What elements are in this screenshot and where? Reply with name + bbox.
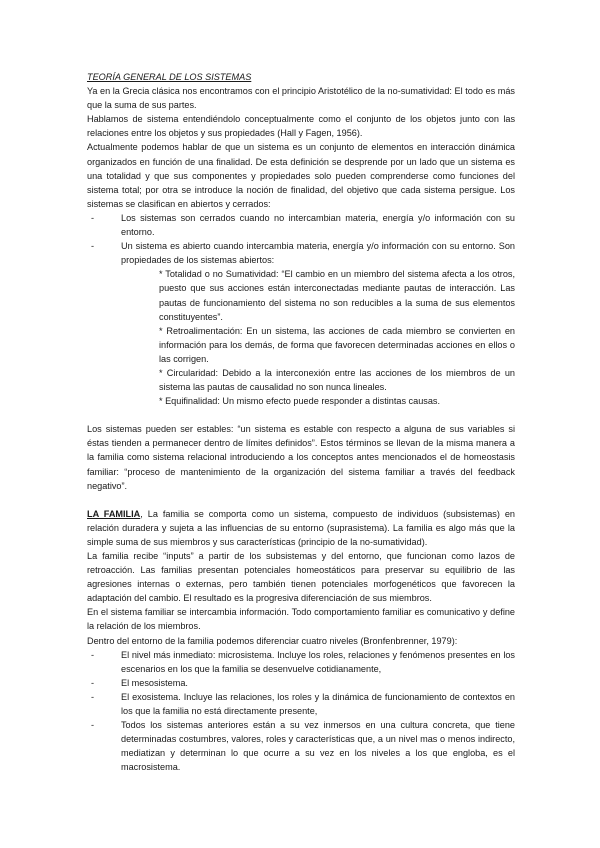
paragraph-inputs: La familia recibe “inputs” a partir de los subsistemas y del entorno, que funcionan como lazos de retroacción. Las familias presentan potenciales homeostáticos para preservar su equilibrio de las agresiones internas o externas, pero también tienen potenciales morfogenéticos que favorecen la adaptación del cambio. El resultado es la progresiva diferenciación de sus miembros. bbox=[87, 551, 515, 604]
property-equifinalidad: * Equifinalidad: Un mismo efecto puede responder a distintas causas. bbox=[159, 396, 441, 407]
list-item-text: Un sistema es abierto cuando intercambia materia, energía y/o información con su entorno. Son propiedades de los sistemas abiertos: bbox=[121, 241, 515, 266]
open-system-properties bbox=[159, 267, 515, 408]
paragraph-levels-intro: Dentro del entorno de la familia podemos diferenciar cuatro niveles (Bronfenbrenner, 1979): bbox=[87, 635, 458, 646]
document-page bbox=[87, 70, 515, 775]
property-totalidad: * Totalidad o no Sumatividad: “El cambio en un miembro del sistema afecta a los otros, puesto que sus acciones están interconectadas mediante pautas de interacción. Las pautas de funcionamiento del sistema no son reducibles a la suma de sus elementos constituyentes”. bbox=[159, 269, 515, 322]
spacer bbox=[87, 408, 515, 422]
property-circularidad: * Circularidad: Debido a la interconexión entre las acciones de los miembros de un sistema las pautas de causalidad no son nunca lineales. bbox=[159, 367, 515, 393]
list-item bbox=[87, 239, 515, 408]
paragraph-communication: En el sistema familiar se intercambia información. Todo comportamiento familiar es comunicativo y define la relación de los miembros. bbox=[87, 607, 515, 632]
familia-heading: LA FAMILIA bbox=[87, 508, 141, 519]
list-item: - Todos los sistemas anteriores están a su vez inmersos en una cultura concreta, que tiene determinadas costumbres, valores, roles y características que, a un nivel mas o menos indirecto, mediatizan y determinan lo que ocurre a su vez en los niveles a los que engloba, es el macrosistema. bbox=[87, 718, 515, 774]
paragraph-aristotle: Ya en la Grecia clásica nos encontramos con el principio Aristotélico de la no-sumatividad: El todo es más que la suma de sus partes. bbox=[87, 86, 515, 111]
list-item: - El nivel más inmediato: microsistema. Incluye los roles, relaciones y fenómenos presentes en los escenarios en los que la familia se desenvuelve cotidianamente, bbox=[87, 648, 515, 676]
list-item: - Los sistemas son cerrados cuando no intercambian materia, energía y/o información con su entorno. bbox=[87, 211, 515, 239]
list-item: - El mesosistema. bbox=[87, 676, 515, 690]
paragraph-system-definition: Hablamos de sistema entendiéndolo conceptualmente como el conjunto de los objetos junto con las relaciones entre los objetos y sus propiedades (Hall y Fagen, 1956). bbox=[87, 114, 515, 139]
system-types-list bbox=[87, 211, 515, 408]
paragraph-familia bbox=[87, 507, 515, 549]
list-item: - El exosistema. Incluye las relaciones, los roles y la dinámica de funcionamiento de contextos en los que la familia no está directamente presente, bbox=[87, 690, 515, 718]
paragraph-stability: Los sistemas pueden ser estables: “un sistema es estable con respecto a alguna de sus variables si éstas tienden a permanecer dentro de límites definidos”. Estos términos se llevan de la misma manera a la familia como sistema relacional introduciendo a los conceptos antes mencionados el de homeostasis familiar: “proceso de mantenimiento de la organización del sistema familiar a través del feedback negativo”. bbox=[87, 424, 515, 491]
familia-text: , La familia se comporta como un sistema, compuesto de individuos (subsistemas) en relación duradera y sujeta a las influencias de su entorno (suprasistema). La familia es algo más que la simple suma de sus miembros y sus características (principio de la no-sumatividad). bbox=[87, 508, 515, 547]
paragraph-system-interaction: Actualmente podemos hablar de que un sistema es un conjunto de elementos en interacción dinámica organizados en función de una finalidad. De esta definición se desprende por un lado que un sistema es una totalidad y que sus componentes y propiedades solo pueden comprenderse como funciones del sistema total; por otra se introduce la noción de finalidad, del objetivo que cada sistema persigue. Los sistemas se clasifican en abiertos y cerrados: bbox=[87, 142, 515, 209]
spacer bbox=[87, 493, 515, 507]
property-retroalimentacion: * Retroalimentación: En un sistema, las acciones de cada miembro se convierten en información para los demás, de forma que favorecen determinadas acciones en ellos o las corrigen. bbox=[159, 325, 515, 364]
family-levels-list bbox=[87, 648, 515, 775]
document-title: TEORÍA GENERAL DE LOS SISTEMAS bbox=[87, 72, 252, 82]
